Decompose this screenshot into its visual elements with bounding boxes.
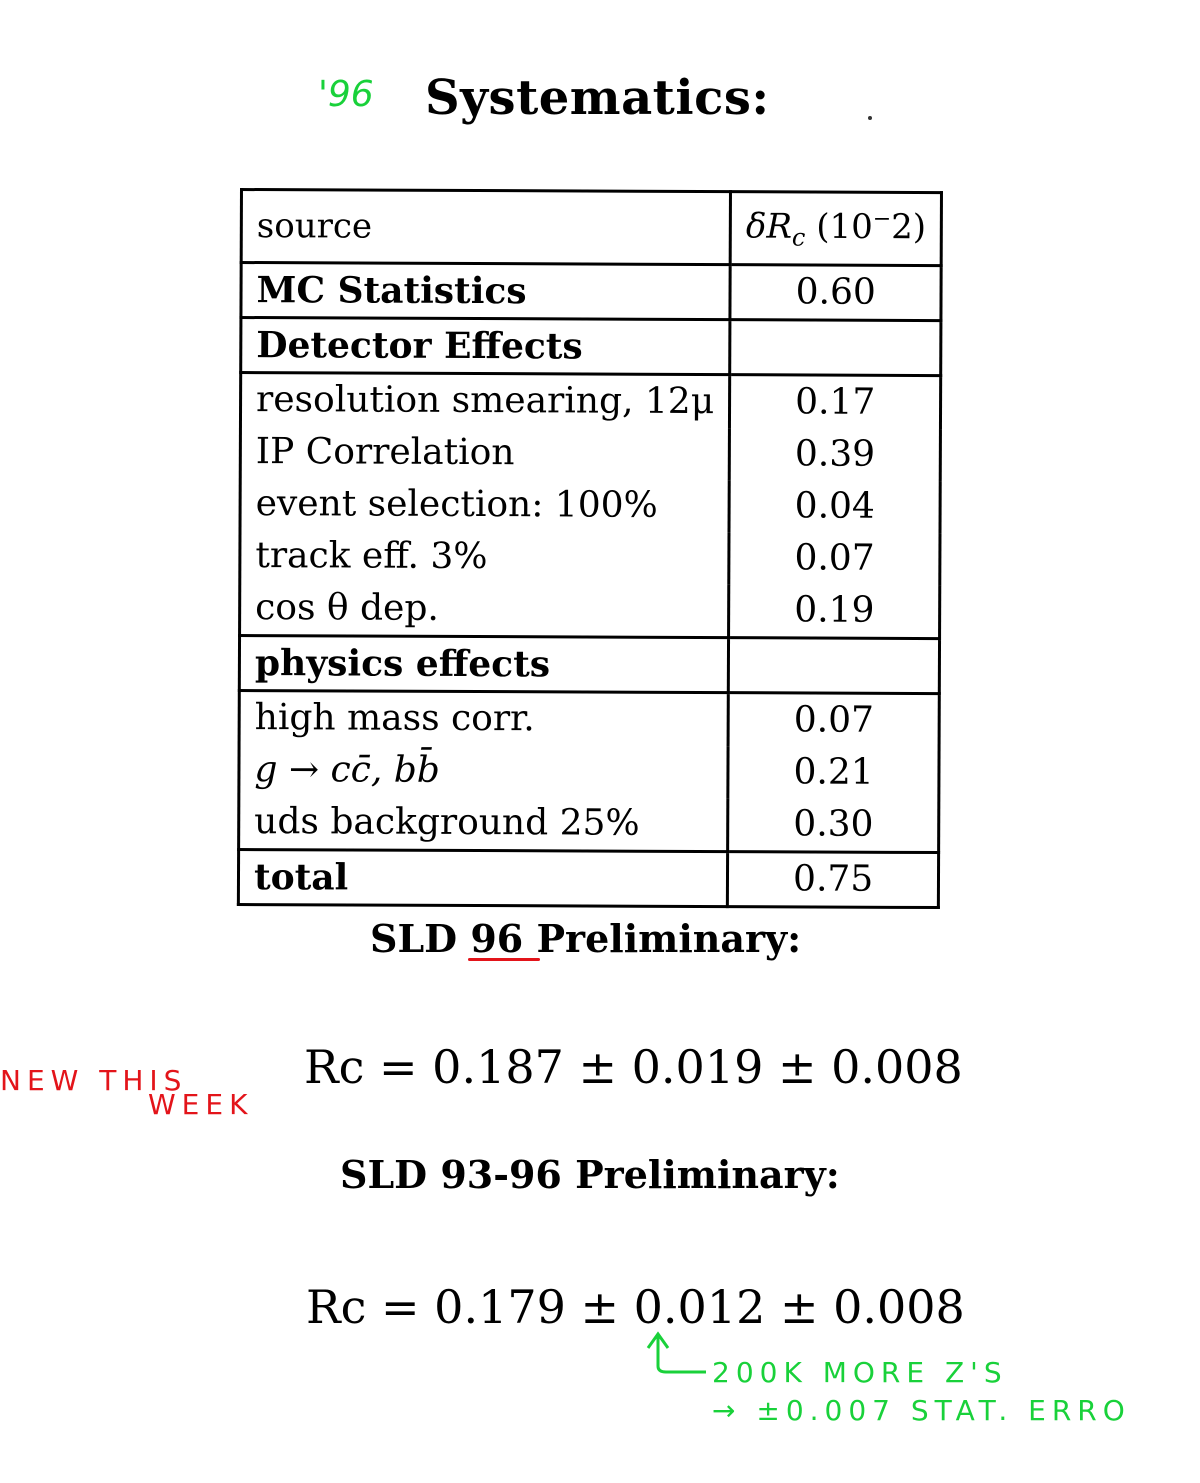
row-value: 0.21	[728, 746, 939, 799]
row-label: IP Correlation	[240, 426, 729, 480]
stat-error-note: → ±0.007 STAT. ERRO	[712, 1394, 1131, 1427]
row-label: total	[238, 850, 727, 907]
row-value: 0.60	[730, 265, 941, 321]
header-source: source	[241, 190, 730, 265]
table-header-row	[241, 190, 942, 266]
table-row	[239, 744, 940, 799]
systematics-table	[237, 188, 943, 909]
stray-dot	[868, 116, 872, 120]
table-row	[238, 850, 939, 908]
sld96-heading-suffix: Preliminary:	[536, 916, 802, 961]
new-this-week-note-line2: WEEK	[148, 1088, 254, 1121]
sld9396-formula: Rc = 0.179 ± 0.012 ± 0.008	[306, 1280, 965, 1334]
row-label: uds background 25%	[239, 796, 728, 852]
sld9396-heading: SLD 93-96 Preliminary:	[340, 1152, 840, 1197]
row-label: Detector Effects	[241, 318, 730, 375]
header-delta-rc: $\delta R_c$ (10−2)	[730, 192, 942, 266]
page-title: Systematics:	[425, 70, 770, 126]
table-row	[240, 426, 941, 481]
table-row	[240, 530, 941, 585]
sld96-heading	[370, 916, 801, 961]
table-row	[240, 373, 941, 430]
sld96-formula: Rc = 0.187 ± 0.019 ± 0.008	[304, 1040, 963, 1094]
row-value: 0.19	[729, 584, 940, 638]
row-value: 0.30	[728, 798, 939, 852]
row-value: 0.39	[729, 428, 940, 481]
row-label: event selection: 100%	[240, 478, 729, 532]
row-value: 0.04	[729, 480, 940, 533]
row-label: high mass corr.	[239, 691, 728, 747]
table-row	[239, 691, 940, 748]
green-arrow-icon	[640, 1330, 710, 1380]
row-label: resolution smearing, 12μ	[240, 373, 729, 429]
table-row	[240, 582, 941, 639]
sld96-heading-prefix: SLD	[370, 916, 458, 961]
row-value	[730, 320, 941, 376]
sld96-heading-year: 96	[470, 916, 524, 961]
row-label: g → cc̄, bb̄	[239, 744, 728, 798]
row-label: physics effects	[239, 636, 728, 693]
row-value: 0.75	[727, 852, 938, 908]
table-row	[241, 263, 942, 321]
handwritten-96-note: '96	[318, 74, 374, 115]
row-value	[728, 638, 939, 694]
table-row	[240, 478, 941, 533]
table-row	[239, 796, 940, 853]
row-value: 0.07	[729, 532, 940, 585]
new-this-week-note: NEW THIS	[0, 1064, 188, 1097]
row-label: cos θ dep.	[240, 582, 729, 638]
more-z-note: 200K MORE Z'S	[712, 1356, 1008, 1389]
row-value: 0.07	[728, 693, 939, 747]
table-row	[241, 318, 942, 376]
red-underline-mark	[468, 958, 540, 961]
table-row	[239, 636, 940, 694]
row-value: 0.17	[730, 375, 941, 429]
row-label: MC Statistics	[241, 263, 730, 320]
row-label: track eff. 3%	[240, 530, 729, 584]
